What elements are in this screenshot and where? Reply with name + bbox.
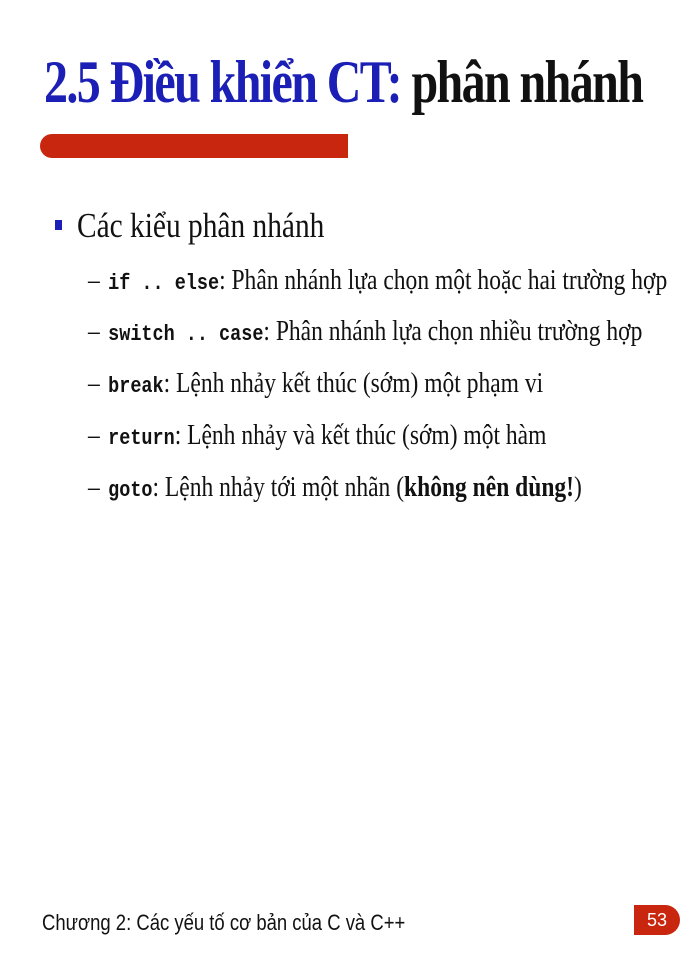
sub-item-text: : Lệnh nhảy và kết thúc (sớm) một hàm: [174, 420, 547, 451]
slide-title: [44, 49, 643, 115]
sub-item-text: : Phân nhánh lựa chọn nhiều trường hợp: [263, 316, 643, 347]
dash-icon: –: [88, 472, 100, 503]
sub-item-text: : Lệnh nhảy tới một nhãn (: [152, 472, 405, 503]
page-number-badge: 53: [634, 905, 680, 935]
sub-item-switch-case: [88, 314, 642, 353]
code-keyword: return: [108, 426, 175, 451]
dash-icon: –: [88, 368, 100, 399]
code-keyword: goto: [108, 478, 153, 503]
dash-icon: –: [88, 265, 100, 296]
sub-item-goto: [88, 470, 582, 509]
dash-icon: –: [88, 316, 100, 347]
code-keyword: break: [108, 374, 164, 399]
sub-item-break: [88, 366, 543, 405]
sub-item-text: : Phân nhánh lựa chọn một hoặc hai trường hợp: [219, 265, 668, 296]
footer-chapter: Chương 2: Các yếu tố cơ bản của C và C++: [42, 910, 406, 935]
dash-icon: –: [88, 420, 100, 451]
sub-item-return: [88, 418, 546, 457]
sub-item-if-else: [88, 263, 667, 302]
code-keyword: if .. else: [108, 271, 220, 296]
slide-title-main: 2.5 Điều khiển CT:: [44, 49, 402, 115]
slide-title-sub: phân nhánh: [411, 49, 643, 115]
title-underline-bar: [40, 134, 348, 158]
sub-item-text: : Lệnh nhảy kết thúc (sớm) một phạm vi: [163, 368, 544, 399]
closing-paren: ): [574, 472, 582, 503]
square-bullet-icon: [55, 220, 62, 230]
warning-text: không nên dùng!: [404, 472, 575, 503]
bullet-text: Các kiểu phân nhánh: [77, 206, 325, 245]
code-keyword: switch .. case: [108, 322, 264, 347]
